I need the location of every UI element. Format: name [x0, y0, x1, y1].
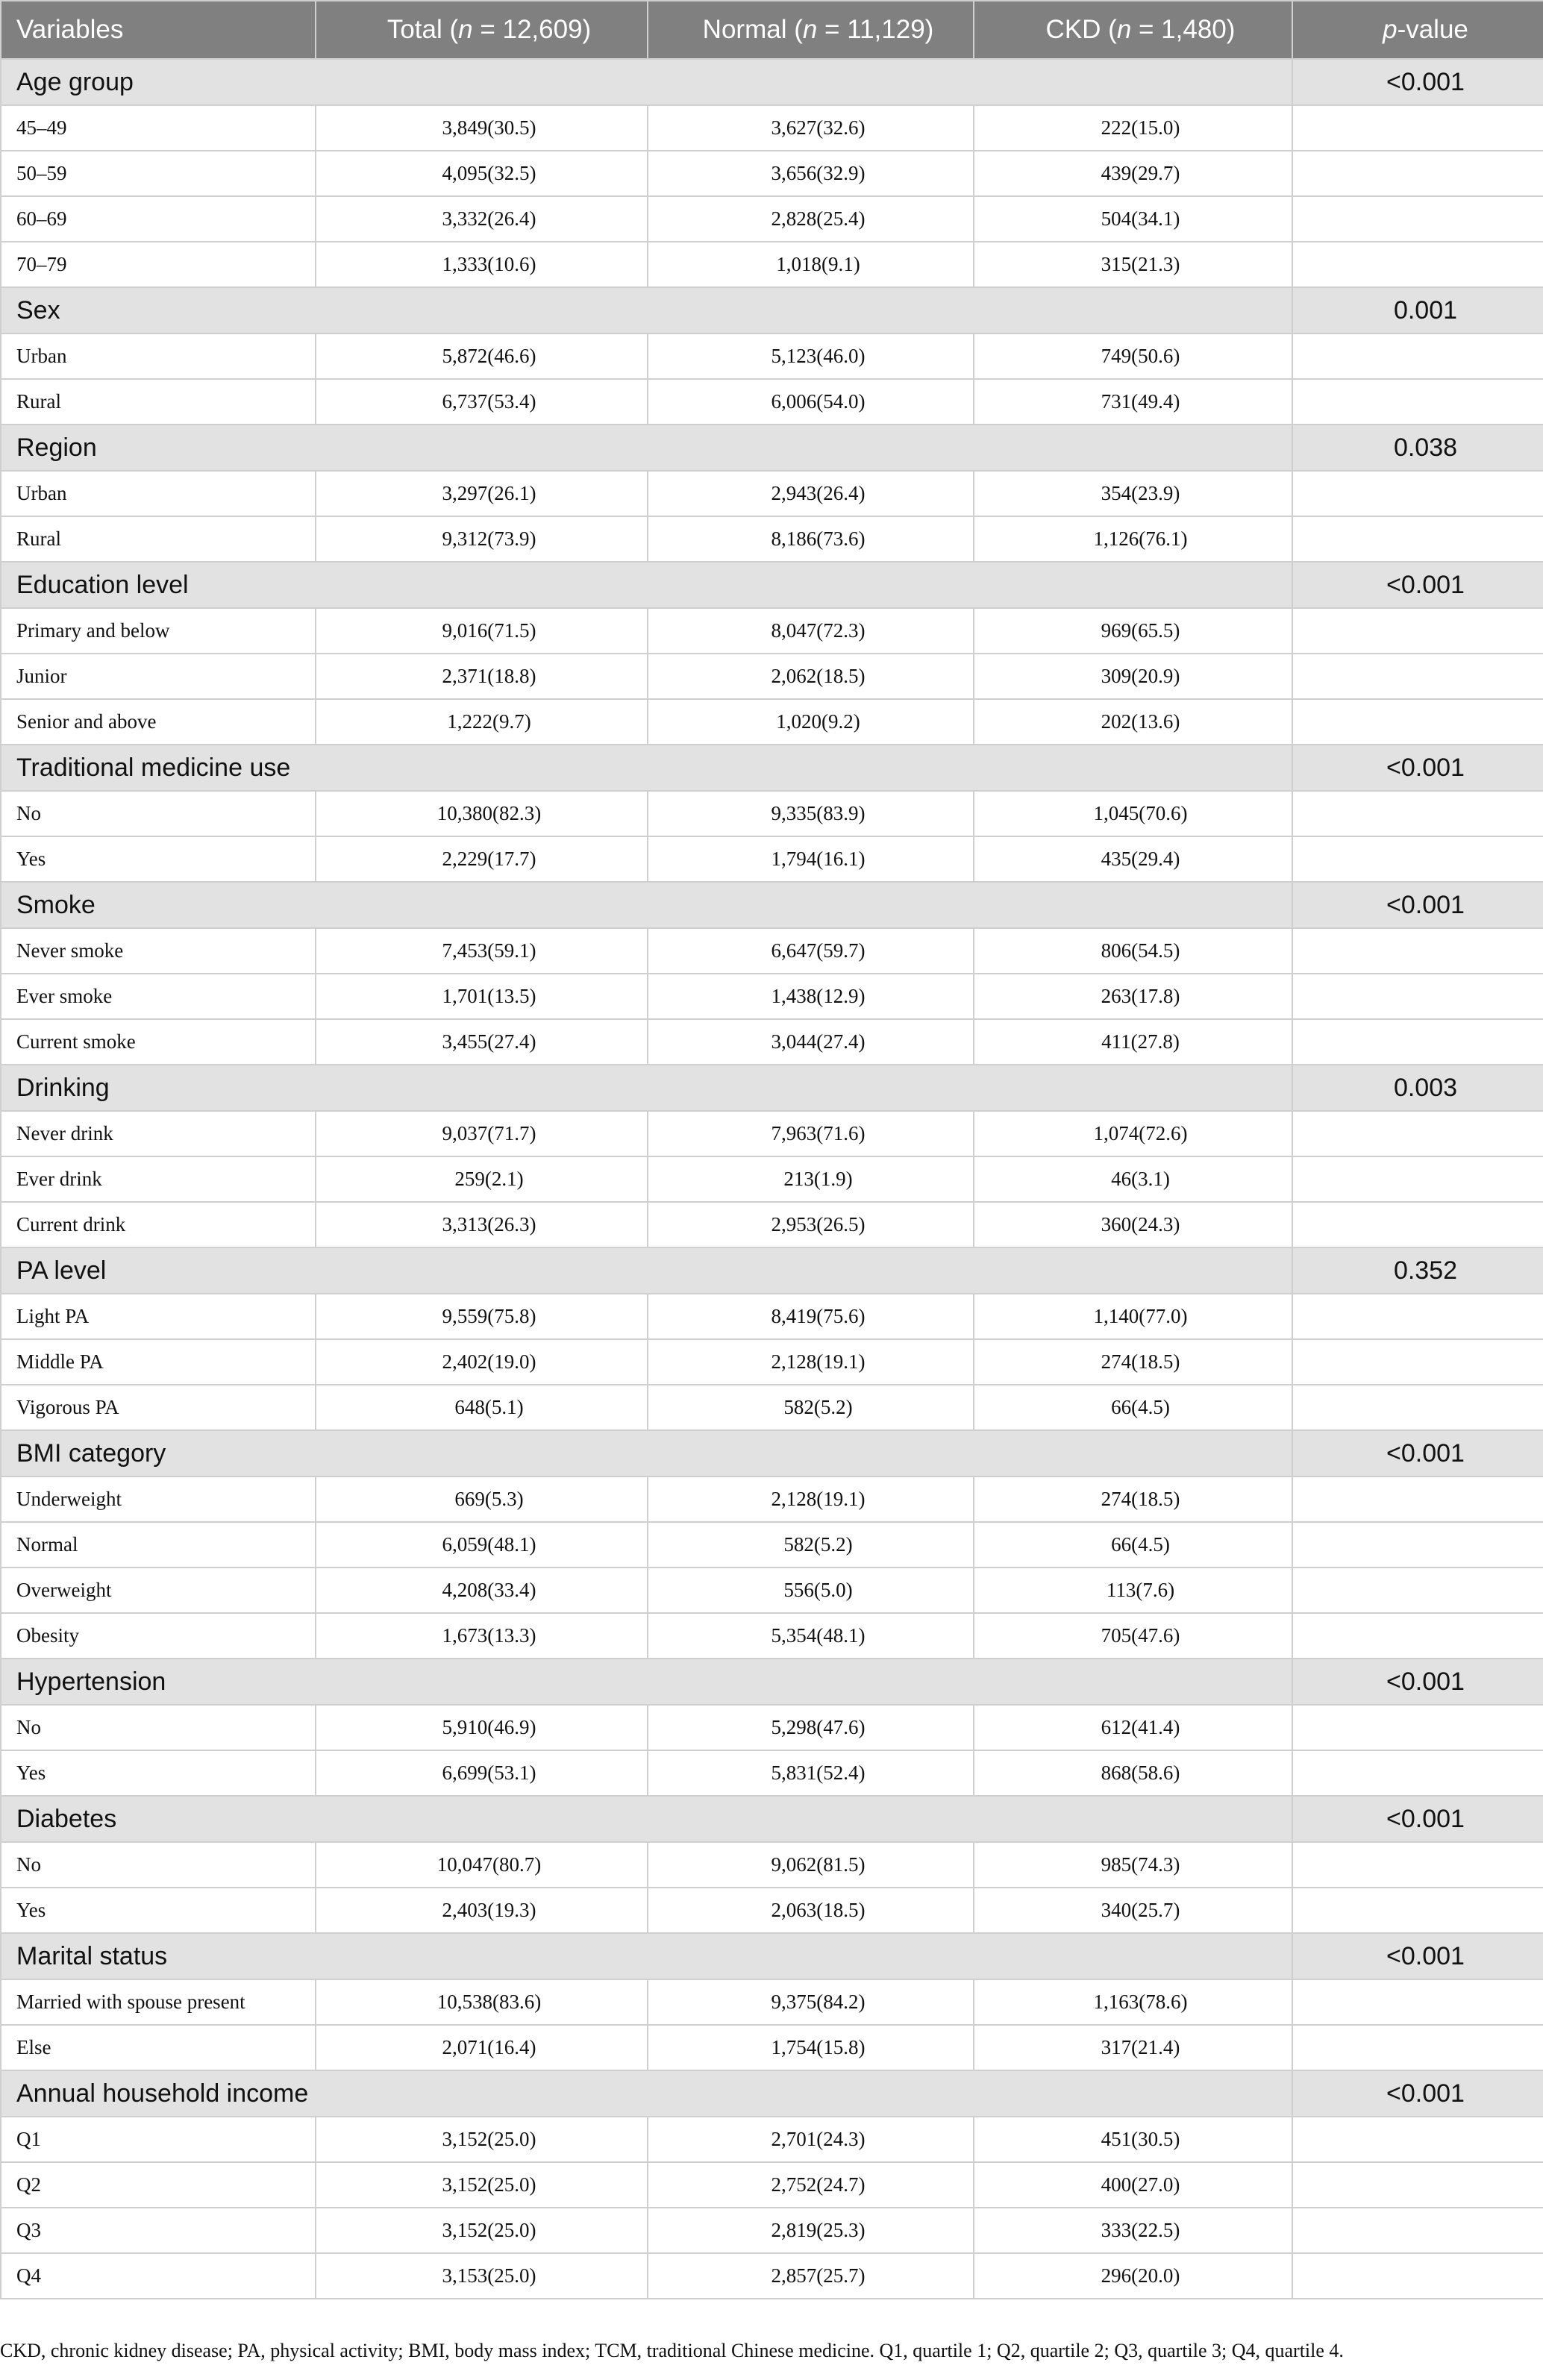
group-label: Education level	[1, 562, 1292, 608]
group-p-value: <0.001	[1292, 1430, 1543, 1476]
group-label: Diabetes	[1, 1796, 1292, 1842]
table-row	[1, 1202, 1543, 1247]
cell-ckd: 1,126(76.1)	[974, 516, 1292, 562]
cell-p-value-empty	[1292, 1476, 1543, 1522]
table-row	[1, 1111, 1543, 1156]
cell-normal: 2,943(26.4)	[648, 471, 974, 516]
cell-p-value-empty	[1292, 1385, 1543, 1430]
row-label: Q1	[1, 2117, 316, 2162]
cell-ckd: 222(15.0)	[974, 105, 1292, 151]
cell-normal: 2,062(18.5)	[648, 654, 974, 699]
group-p-value: 0.003	[1292, 1065, 1543, 1111]
cell-normal: 1,438(12.9)	[648, 974, 974, 1019]
group-label: Drinking	[1, 1065, 1292, 1111]
row-label: Else	[1, 2025, 316, 2070]
table-row	[1, 2253, 1543, 2299]
cell-total: 6,737(53.4)	[316, 379, 648, 425]
group-label: Traditional medicine use	[1, 745, 1292, 791]
cell-p-value-empty	[1292, 1339, 1543, 1385]
cell-p-value-empty	[1292, 974, 1543, 1019]
cell-p-value-empty	[1292, 1842, 1543, 1888]
cell-total: 6,699(53.1)	[316, 1750, 648, 1796]
cell-normal: 3,044(27.4)	[648, 1019, 974, 1065]
group-header-row	[1, 425, 1543, 471]
cell-p-value-empty	[1292, 654, 1543, 699]
cell-ckd: 1,140(77.0)	[974, 1294, 1292, 1339]
cell-normal: 6,006(54.0)	[648, 379, 974, 425]
cell-normal: 8,186(73.6)	[648, 516, 974, 562]
cell-ckd: 340(25.7)	[974, 1888, 1292, 1933]
group-label: Marital status	[1, 1933, 1292, 1979]
cell-normal: 2,828(25.4)	[648, 196, 974, 242]
table-body	[1, 59, 1543, 2299]
cell-total: 10,047(80.7)	[316, 1842, 648, 1888]
group-p-value: <0.001	[1292, 882, 1543, 928]
cell-ckd: 113(7.6)	[974, 1568, 1292, 1613]
cell-ckd: 411(27.8)	[974, 1019, 1292, 1065]
group-p-value: <0.001	[1292, 2070, 1543, 2117]
cell-ckd: 1,074(72.6)	[974, 1111, 1292, 1156]
row-label: Overweight	[1, 1568, 316, 1613]
table-row	[1, 1476, 1543, 1522]
row-label: Married with spouse present	[1, 1979, 316, 2025]
cell-normal: 582(5.2)	[648, 1522, 974, 1568]
cell-normal: 1,754(15.8)	[648, 2025, 974, 2070]
col-header-ckd: CKD (n = 1,480)	[974, 1, 1292, 59]
cell-p-value-empty	[1292, 242, 1543, 287]
table-row	[1, 1750, 1543, 1796]
table-row	[1, 1385, 1543, 1430]
cell-ckd: 705(47.6)	[974, 1613, 1292, 1659]
group-p-value: 0.352	[1292, 1247, 1543, 1294]
cell-total: 2,403(19.3)	[316, 1888, 648, 1933]
table-row	[1, 196, 1543, 242]
cell-p-value-empty	[1292, 836, 1543, 882]
cell-ckd: 400(27.0)	[974, 2162, 1292, 2208]
cell-total: 3,152(25.0)	[316, 2208, 648, 2253]
group-header-row	[1, 287, 1543, 333]
cell-normal: 3,627(32.6)	[648, 105, 974, 151]
cell-ckd: 66(4.5)	[974, 1385, 1292, 1430]
table-footnote: CKD, chronic kidney disease; PA, physical activity; BMI, body mass index; TCM, traditional Chinese medicine. Q1, quartile 1; Q2, quartile 2; Q3, quartile 3; Q4, quartile 4.	[0, 2340, 1344, 2361]
group-p-value: <0.001	[1292, 1933, 1543, 1979]
row-label: Normal	[1, 1522, 316, 1568]
cell-total: 10,380(82.3)	[316, 791, 648, 836]
table-row	[1, 1613, 1543, 1659]
cell-total: 259(2.1)	[316, 1156, 648, 1202]
group-p-value: <0.001	[1292, 745, 1543, 791]
cell-ckd: 439(29.7)	[974, 151, 1292, 196]
cell-normal: 1,018(9.1)	[648, 242, 974, 287]
cell-total: 2,371(18.8)	[316, 654, 648, 699]
cell-ckd: 274(18.5)	[974, 1476, 1292, 1522]
cell-p-value-empty	[1292, 2208, 1543, 2253]
group-header-row	[1, 1430, 1543, 1476]
table-row	[1, 2162, 1543, 2208]
table-row	[1, 2025, 1543, 2070]
cell-p-value-empty	[1292, 699, 1543, 745]
cell-ckd: 612(41.4)	[974, 1705, 1292, 1750]
row-label: 50–59	[1, 151, 316, 196]
cell-ckd: 66(4.5)	[974, 1522, 1292, 1568]
table-row	[1, 105, 1543, 151]
table-row	[1, 1019, 1543, 1065]
row-label: Urban	[1, 333, 316, 379]
cell-p-value-empty	[1292, 333, 1543, 379]
group-label: BMI category	[1, 1430, 1292, 1476]
table-row	[1, 471, 1543, 516]
group-p-value: 0.001	[1292, 287, 1543, 333]
cell-p-value-empty	[1292, 1156, 1543, 1202]
cell-normal: 2,128(19.1)	[648, 1339, 974, 1385]
group-label: Hypertension	[1, 1659, 1292, 1705]
group-p-value: <0.001	[1292, 562, 1543, 608]
cell-ckd: 868(58.6)	[974, 1750, 1292, 1796]
cell-normal: 5,354(48.1)	[648, 1613, 974, 1659]
row-label: Primary and below	[1, 608, 316, 654]
cell-total: 6,059(48.1)	[316, 1522, 648, 1568]
cell-normal: 1,020(9.2)	[648, 699, 974, 745]
cell-ckd: 309(20.9)	[974, 654, 1292, 699]
cell-p-value-empty	[1292, 1568, 1543, 1613]
row-label: 70–79	[1, 242, 316, 287]
group-header-row	[1, 59, 1543, 105]
cell-ckd: 274(18.5)	[974, 1339, 1292, 1385]
group-label: Annual household income	[1, 2070, 1292, 2117]
cell-normal: 8,047(72.3)	[648, 608, 974, 654]
cell-total: 1,673(13.3)	[316, 1613, 648, 1659]
cell-normal: 9,375(84.2)	[648, 1979, 974, 2025]
group-header-row	[1, 562, 1543, 608]
table-row	[1, 791, 1543, 836]
table-row	[1, 1979, 1543, 2025]
group-label: Smoke	[1, 882, 1292, 928]
group-p-value: <0.001	[1292, 1796, 1543, 1842]
cell-p-value-empty	[1292, 1522, 1543, 1568]
cell-total: 1,333(10.6)	[316, 242, 648, 287]
row-label: Current drink	[1, 1202, 316, 1247]
cell-total: 3,152(25.0)	[316, 2162, 648, 2208]
table-row	[1, 516, 1543, 562]
table-row	[1, 379, 1543, 425]
cell-normal: 2,857(25.7)	[648, 2253, 974, 2299]
row-label: Yes	[1, 1888, 316, 1933]
table-row	[1, 699, 1543, 745]
cell-ckd: 435(29.4)	[974, 836, 1292, 882]
table-row	[1, 2117, 1543, 2162]
cell-total: 9,312(73.9)	[316, 516, 648, 562]
cell-normal: 2,063(18.5)	[648, 1888, 974, 1933]
table-row	[1, 928, 1543, 974]
group-header-row	[1, 1659, 1543, 1705]
table-row	[1, 836, 1543, 882]
cell-normal: 9,062(81.5)	[648, 1842, 974, 1888]
cell-total: 3,849(30.5)	[316, 105, 648, 151]
group-header-row	[1, 1247, 1543, 1294]
table-row	[1, 2208, 1543, 2253]
row-label: Q4	[1, 2253, 316, 2299]
row-label: 60–69	[1, 196, 316, 242]
cell-ckd: 296(20.0)	[974, 2253, 1292, 2299]
cell-normal: 8,419(75.6)	[648, 1294, 974, 1339]
cell-normal: 2,752(24.7)	[648, 2162, 974, 2208]
cell-total: 3,152(25.0)	[316, 2117, 648, 2162]
cell-total: 1,222(9.7)	[316, 699, 648, 745]
cell-ckd: 1,163(78.6)	[974, 1979, 1292, 2025]
row-label: Q3	[1, 2208, 316, 2253]
cell-p-value-empty	[1292, 105, 1543, 151]
cell-p-value-empty	[1292, 608, 1543, 654]
cell-normal: 1,794(16.1)	[648, 836, 974, 882]
cell-total: 10,538(83.6)	[316, 1979, 648, 2025]
table-row	[1, 654, 1543, 699]
row-label: Q2	[1, 2162, 316, 2208]
group-p-value: <0.001	[1292, 59, 1543, 105]
row-label: Yes	[1, 1750, 316, 1796]
cell-ckd: 985(74.3)	[974, 1842, 1292, 1888]
cell-ckd: 46(3.1)	[974, 1156, 1292, 1202]
cell-p-value-empty	[1292, 1750, 1543, 1796]
row-label: Vigorous PA	[1, 1385, 316, 1430]
group-header-row	[1, 882, 1543, 928]
header-row	[1, 1, 1543, 59]
cell-ckd: 731(49.4)	[974, 379, 1292, 425]
cell-ckd: 315(21.3)	[974, 242, 1292, 287]
cell-p-value-empty	[1292, 791, 1543, 836]
table-row	[1, 1842, 1543, 1888]
cell-normal: 3,656(32.9)	[648, 151, 974, 196]
row-label: Rural	[1, 516, 316, 562]
cell-total: 3,332(26.4)	[316, 196, 648, 242]
cell-total: 9,037(71.7)	[316, 1111, 648, 1156]
cell-p-value-empty	[1292, 379, 1543, 425]
col-header-normal: Normal (n = 11,129)	[648, 1, 974, 59]
cell-ckd: 354(23.9)	[974, 471, 1292, 516]
col-header-variables: Variables	[1, 1, 316, 59]
cell-ckd: 333(22.5)	[974, 2208, 1292, 2253]
col-header-p-value: p-value	[1292, 1, 1543, 59]
table-row	[1, 974, 1543, 1019]
cell-normal: 2,953(26.5)	[648, 1202, 974, 1247]
cell-total: 2,402(19.0)	[316, 1339, 648, 1385]
group-header-row	[1, 2070, 1543, 2117]
row-label: No	[1, 791, 316, 836]
cell-normal: 213(1.9)	[648, 1156, 974, 1202]
row-label: Ever drink	[1, 1156, 316, 1202]
cell-p-value-empty	[1292, 1705, 1543, 1750]
cell-ckd: 263(17.8)	[974, 974, 1292, 1019]
cell-ckd: 360(24.3)	[974, 1202, 1292, 1247]
cell-ckd: 1,045(70.6)	[974, 791, 1292, 836]
cell-p-value-empty	[1292, 151, 1543, 196]
group-header-row	[1, 745, 1543, 791]
cell-ckd: 806(54.5)	[974, 928, 1292, 974]
cell-p-value-empty	[1292, 2025, 1543, 2070]
table-row	[1, 1705, 1543, 1750]
table-row	[1, 333, 1543, 379]
cell-normal: 5,831(52.4)	[648, 1750, 974, 1796]
cell-total: 4,095(32.5)	[316, 151, 648, 196]
cell-p-value-empty	[1292, 2162, 1543, 2208]
cell-ckd: 504(34.1)	[974, 196, 1292, 242]
cell-normal: 9,335(83.9)	[648, 791, 974, 836]
group-header-row	[1, 1796, 1543, 1842]
table-row	[1, 1294, 1543, 1339]
row-label: No	[1, 1842, 316, 1888]
col-header-total: Total (n = 12,609)	[316, 1, 648, 59]
table-row	[1, 608, 1543, 654]
row-label: Middle PA	[1, 1339, 316, 1385]
group-label: Region	[1, 425, 1292, 471]
cell-total: 3,297(26.1)	[316, 471, 648, 516]
cell-ckd: 969(65.5)	[974, 608, 1292, 654]
row-label: Rural	[1, 379, 316, 425]
cell-total: 669(5.3)	[316, 1476, 648, 1522]
table-row	[1, 242, 1543, 287]
group-header-row	[1, 1065, 1543, 1111]
row-label: Senior and above	[1, 699, 316, 745]
cell-normal: 7,963(71.6)	[648, 1111, 974, 1156]
cell-total: 3,153(25.0)	[316, 2253, 648, 2299]
cell-ckd: 202(13.6)	[974, 699, 1292, 745]
row-label: No	[1, 1705, 316, 1750]
cell-p-value-empty	[1292, 2253, 1543, 2299]
cell-normal: 6,647(59.7)	[648, 928, 974, 974]
group-p-value: 0.038	[1292, 425, 1543, 471]
cell-p-value-empty	[1292, 1979, 1543, 2025]
table-row	[1, 1888, 1543, 1933]
group-label: Age group	[1, 59, 1292, 105]
cell-normal: 5,298(47.6)	[648, 1705, 974, 1750]
cell-total: 2,229(17.7)	[316, 836, 648, 882]
group-p-value: <0.001	[1292, 1659, 1543, 1705]
row-label: Current smoke	[1, 1019, 316, 1065]
table-row	[1, 1522, 1543, 1568]
table-row	[1, 1156, 1543, 1202]
cell-normal: 2,701(24.3)	[648, 2117, 974, 2162]
cell-total: 9,559(75.8)	[316, 1294, 648, 1339]
cell-p-value-empty	[1292, 196, 1543, 242]
row-label: Ever smoke	[1, 974, 316, 1019]
cell-p-value-empty	[1292, 471, 1543, 516]
row-label: Never drink	[1, 1111, 316, 1156]
cell-normal: 582(5.2)	[648, 1385, 974, 1430]
table-row	[1, 1339, 1543, 1385]
cell-ckd: 317(21.4)	[974, 2025, 1292, 2070]
cell-p-value-empty	[1292, 1202, 1543, 1247]
cell-p-value-empty	[1292, 1111, 1543, 1156]
cell-total: 3,313(26.3)	[316, 1202, 648, 1247]
cell-p-value-empty	[1292, 1019, 1543, 1065]
row-label: Urban	[1, 471, 316, 516]
cell-total: 3,455(27.4)	[316, 1019, 648, 1065]
row-label: Yes	[1, 836, 316, 882]
cell-ckd: 749(50.6)	[974, 333, 1292, 379]
group-label: Sex	[1, 287, 1292, 333]
cell-p-value-empty	[1292, 2117, 1543, 2162]
row-label: Light PA	[1, 1294, 316, 1339]
cell-total: 7,453(59.1)	[316, 928, 648, 974]
group-header-row	[1, 1933, 1543, 1979]
row-label: Junior	[1, 654, 316, 699]
cell-total: 5,872(46.6)	[316, 333, 648, 379]
cell-ckd: 451(30.5)	[974, 2117, 1292, 2162]
row-label: 45–49	[1, 105, 316, 151]
table-row	[1, 1568, 1543, 1613]
cell-total: 2,071(16.4)	[316, 2025, 648, 2070]
row-label: Obesity	[1, 1613, 316, 1659]
cell-p-value-empty	[1292, 1888, 1543, 1933]
cell-normal: 2,128(19.1)	[648, 1476, 974, 1522]
cell-p-value-empty	[1292, 928, 1543, 974]
cell-normal: 2,819(25.3)	[648, 2208, 974, 2253]
cell-p-value-empty	[1292, 516, 1543, 562]
cell-total: 648(5.1)	[316, 1385, 648, 1430]
row-label: Never smoke	[1, 928, 316, 974]
cell-normal: 5,123(46.0)	[648, 333, 974, 379]
group-label: PA level	[1, 1247, 1292, 1294]
row-label: Underweight	[1, 1476, 316, 1522]
cell-total: 1,701(13.5)	[316, 974, 648, 1019]
table-row	[1, 151, 1543, 196]
cell-p-value-empty	[1292, 1294, 1543, 1339]
cell-total: 4,208(33.4)	[316, 1568, 648, 1613]
cell-total: 9,016(71.5)	[316, 608, 648, 654]
cell-p-value-empty	[1292, 1613, 1543, 1659]
cell-total: 5,910(46.9)	[316, 1705, 648, 1750]
cell-normal: 556(5.0)	[648, 1568, 974, 1613]
